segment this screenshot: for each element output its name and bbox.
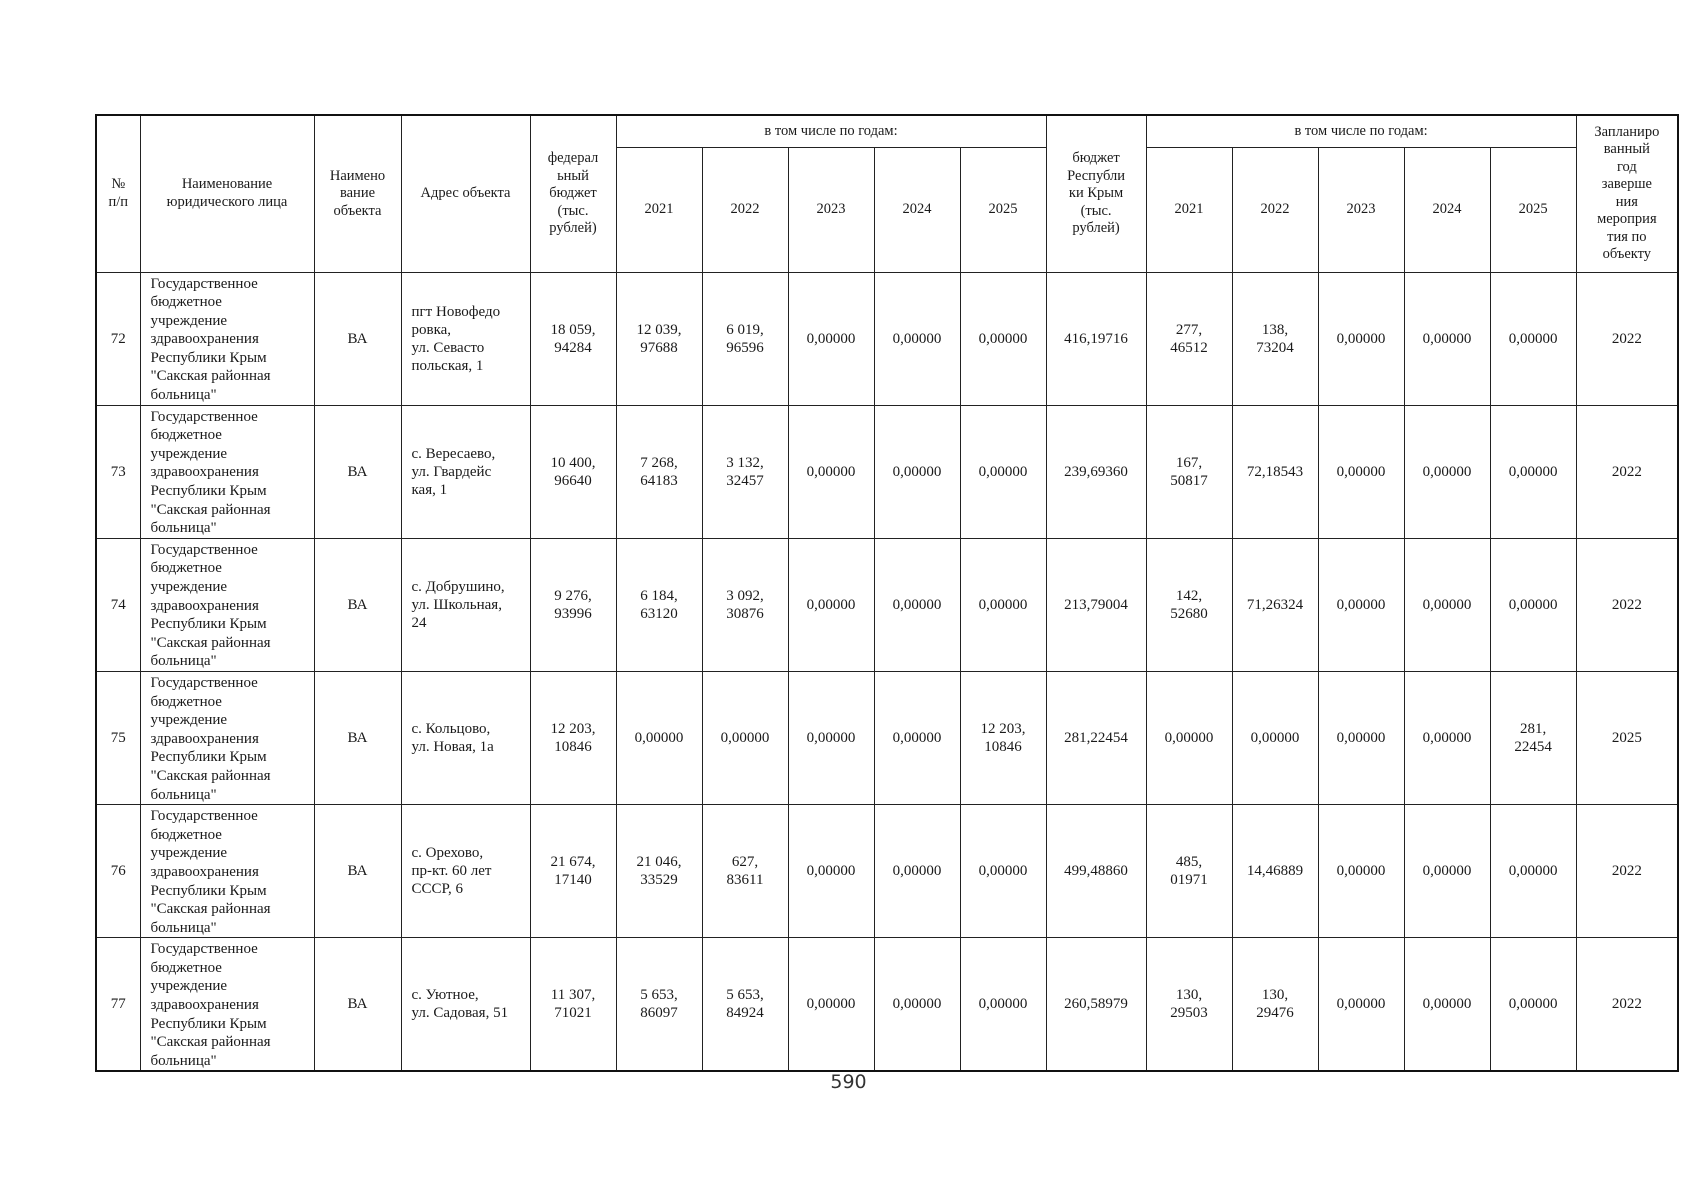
fed-year-cell: 0,00000 bbox=[788, 938, 874, 1072]
row-number: 73 bbox=[96, 405, 140, 538]
fed-year-cell: 0,00000 bbox=[874, 272, 960, 405]
fed-year-cell: 3 132, 32457 bbox=[702, 405, 788, 538]
row-number: 74 bbox=[96, 538, 140, 671]
rep-year-cell: 0,00000 bbox=[1404, 938, 1490, 1072]
rep-year-cell: 0,00000 bbox=[1404, 671, 1490, 804]
fed-year-cell: 0,00000 bbox=[874, 938, 960, 1072]
table-row bbox=[96, 538, 1678, 671]
header-federal-by-years: в том числе по годам: bbox=[616, 115, 1046, 147]
header-address: Адрес объекта bbox=[401, 115, 530, 272]
table-row bbox=[96, 938, 1678, 1072]
page-number: 590 bbox=[830, 1071, 867, 1093]
republic-budget-cell: 416,19716 bbox=[1046, 272, 1146, 405]
table-row bbox=[96, 805, 1678, 938]
header-rep-year: 2023 bbox=[1318, 147, 1404, 272]
rep-year-cell: 0,00000 bbox=[1490, 805, 1576, 938]
federal-budget-cell: 10 400, 96640 bbox=[530, 405, 616, 538]
budget-table bbox=[95, 114, 1679, 1072]
planned-year-cell: 2022 bbox=[1576, 538, 1678, 671]
header-fed-year: 2021 bbox=[616, 147, 702, 272]
header-fed-year: 2025 bbox=[960, 147, 1046, 272]
address-cell: с. Орехово, пр-кт. 60 лет СССР, 6 bbox=[401, 805, 530, 938]
fed-year-cell: 0,00000 bbox=[874, 805, 960, 938]
fed-year-cell: 6 184, 63120 bbox=[616, 538, 702, 671]
planned-year-cell: 2022 bbox=[1576, 805, 1678, 938]
fed-year-cell: 0,00000 bbox=[960, 538, 1046, 671]
rep-year-cell: 0,00000 bbox=[1490, 405, 1576, 538]
republic-budget-cell: 281,22454 bbox=[1046, 671, 1146, 804]
legal-name-cell: Государственное бюджетное учреждение здравоохранения Республики Крым "Сакская районная больница" bbox=[140, 405, 314, 538]
fed-year-cell: 5 653, 86097 bbox=[616, 938, 702, 1072]
rep-year-cell: 138, 73204 bbox=[1232, 272, 1318, 405]
republic-budget-cell: 499,48860 bbox=[1046, 805, 1146, 938]
row-number: 76 bbox=[96, 805, 140, 938]
fed-year-cell: 0,00000 bbox=[874, 538, 960, 671]
header-row-top bbox=[96, 115, 1678, 147]
fed-year-cell: 0,00000 bbox=[788, 272, 874, 405]
table-row bbox=[96, 405, 1678, 538]
rep-year-cell: 130, 29503 bbox=[1146, 938, 1232, 1072]
legal-name-cell: Государственное бюджетное учреждение здравоохранения Республики Крым "Сакская районная больница" bbox=[140, 272, 314, 405]
planned-year-cell: 2025 bbox=[1576, 671, 1678, 804]
fed-year-cell: 0,00000 bbox=[960, 272, 1046, 405]
rep-year-cell: 0,00000 bbox=[1318, 938, 1404, 1072]
header-republic-by-years: в том числе по годам: bbox=[1146, 115, 1576, 147]
header-federal-budget: федерал ьный бюджет (тыс. рублей) bbox=[530, 115, 616, 272]
table-row bbox=[96, 671, 1678, 804]
object-cell: ВА bbox=[314, 671, 401, 804]
row-number: 75 bbox=[96, 671, 140, 804]
object-cell: ВА bbox=[314, 272, 401, 405]
rep-year-cell: 14,46889 bbox=[1232, 805, 1318, 938]
republic-budget-cell: 260,58979 bbox=[1046, 938, 1146, 1072]
rep-year-cell: 0,00000 bbox=[1318, 405, 1404, 538]
legal-name-cell: Государственное бюджетное учреждение здравоохранения Республики Крым "Сакская районная больница" bbox=[140, 805, 314, 938]
rep-year-cell: 277, 46512 bbox=[1146, 272, 1232, 405]
address-cell: с. Уютное, ул. Садовая, 51 bbox=[401, 938, 530, 1072]
address-cell: пгт Новофедо ровка, ул. Севасто польская, 1 bbox=[401, 272, 530, 405]
rep-year-cell: 0,00000 bbox=[1490, 272, 1576, 405]
rep-year-cell: 0,00000 bbox=[1490, 938, 1576, 1072]
header-republic-budget: бюджет Республи ки Крым (тыс. рублей) bbox=[1046, 115, 1146, 272]
fed-year-cell: 0,00000 bbox=[788, 405, 874, 538]
address-cell: с. Кольцово, ул. Новая, 1а bbox=[401, 671, 530, 804]
header-legal-name: Наименование юридического лица bbox=[140, 115, 314, 272]
federal-budget-cell: 12 203, 10846 bbox=[530, 671, 616, 804]
fed-year-cell: 627, 83611 bbox=[702, 805, 788, 938]
rep-year-cell: 0,00000 bbox=[1404, 272, 1490, 405]
object-cell: ВА bbox=[314, 805, 401, 938]
federal-budget-cell: 18 059, 94284 bbox=[530, 272, 616, 405]
planned-year-cell: 2022 bbox=[1576, 405, 1678, 538]
header-rep-year: 2025 bbox=[1490, 147, 1576, 272]
rep-year-cell: 130, 29476 bbox=[1232, 938, 1318, 1072]
fed-year-cell: 0,00000 bbox=[616, 671, 702, 804]
rep-year-cell: 0,00000 bbox=[1490, 538, 1576, 671]
header-object-name: Наимено вание объекта bbox=[314, 115, 401, 272]
fed-year-cell: 0,00000 bbox=[788, 538, 874, 671]
fed-year-cell: 0,00000 bbox=[788, 805, 874, 938]
fed-year-cell: 0,00000 bbox=[702, 671, 788, 804]
object-cell: ВА bbox=[314, 538, 401, 671]
fed-year-cell: 21 046, 33529 bbox=[616, 805, 702, 938]
rep-year-cell: 142, 52680 bbox=[1146, 538, 1232, 671]
header-rep-year: 2021 bbox=[1146, 147, 1232, 272]
fed-year-cell: 0,00000 bbox=[874, 671, 960, 804]
table-row bbox=[96, 272, 1678, 405]
republic-budget-cell: 213,79004 bbox=[1046, 538, 1146, 671]
fed-year-cell: 0,00000 bbox=[960, 938, 1046, 1072]
legal-name-cell: Государственное бюджетное учреждение здравоохранения Республики Крым "Сакская районная больница" bbox=[140, 938, 314, 1072]
federal-budget-cell: 11 307, 71021 bbox=[530, 938, 616, 1072]
object-cell: ВА bbox=[314, 405, 401, 538]
fed-year-cell: 3 092, 30876 bbox=[702, 538, 788, 671]
legal-name-cell: Государственное бюджетное учреждение здравоохранения Республики Крым "Сакская районная больница" bbox=[140, 538, 314, 671]
rep-year-cell: 167, 50817 bbox=[1146, 405, 1232, 538]
rep-year-cell: 485, 01971 bbox=[1146, 805, 1232, 938]
federal-budget-cell: 9 276, 93996 bbox=[530, 538, 616, 671]
object-cell: ВА bbox=[314, 938, 401, 1072]
fed-year-cell: 0,00000 bbox=[874, 405, 960, 538]
fed-year-cell: 5 653, 84924 bbox=[702, 938, 788, 1072]
fed-year-cell: 0,00000 bbox=[960, 405, 1046, 538]
rep-year-cell: 0,00000 bbox=[1146, 671, 1232, 804]
fed-year-cell: 6 019, 96596 bbox=[702, 272, 788, 405]
rep-year-cell: 0,00000 bbox=[1404, 405, 1490, 538]
header-fed-year: 2023 bbox=[788, 147, 874, 272]
republic-budget-cell: 239,69360 bbox=[1046, 405, 1146, 538]
header-num: № п/п bbox=[96, 115, 140, 272]
address-cell: с. Добрушино, ул. Школьная, 24 bbox=[401, 538, 530, 671]
planned-year-cell: 2022 bbox=[1576, 272, 1678, 405]
fed-year-cell: 12 203, 10846 bbox=[960, 671, 1046, 804]
rep-year-cell: 281, 22454 bbox=[1490, 671, 1576, 804]
row-number: 72 bbox=[96, 272, 140, 405]
header-fed-year: 2022 bbox=[702, 147, 788, 272]
rep-year-cell: 0,00000 bbox=[1232, 671, 1318, 804]
rep-year-cell: 0,00000 bbox=[1318, 671, 1404, 804]
rep-year-cell: 0,00000 bbox=[1404, 805, 1490, 938]
rep-year-cell: 0,00000 bbox=[1318, 805, 1404, 938]
header-fed-year: 2024 bbox=[874, 147, 960, 272]
legal-name-cell: Государственное бюджетное учреждение здравоохранения Республики Крым "Сакская районная больница" bbox=[140, 671, 314, 804]
fed-year-cell: 7 268, 64183 bbox=[616, 405, 702, 538]
address-cell: с. Вересаево, ул. Гвардейс кая, 1 bbox=[401, 405, 530, 538]
row-number: 77 bbox=[96, 938, 140, 1072]
federal-budget-cell: 21 674, 17140 bbox=[530, 805, 616, 938]
rep-year-cell: 0,00000 bbox=[1318, 538, 1404, 671]
planned-year-cell: 2022 bbox=[1576, 938, 1678, 1072]
rep-year-cell: 0,00000 bbox=[1318, 272, 1404, 405]
header-planned-year: Запланиро ванный год заверше ния мероприя тия по объекту bbox=[1576, 115, 1678, 272]
header-rep-year: 2022 bbox=[1232, 147, 1318, 272]
rep-year-cell: 0,00000 bbox=[1404, 538, 1490, 671]
rep-year-cell: 71,26324 bbox=[1232, 538, 1318, 671]
fed-year-cell: 0,00000 bbox=[788, 671, 874, 804]
fed-year-cell: 12 039, 97688 bbox=[616, 272, 702, 405]
fed-year-cell: 0,00000 bbox=[960, 805, 1046, 938]
header-rep-year: 2024 bbox=[1404, 147, 1490, 272]
rep-year-cell: 72,18543 bbox=[1232, 405, 1318, 538]
